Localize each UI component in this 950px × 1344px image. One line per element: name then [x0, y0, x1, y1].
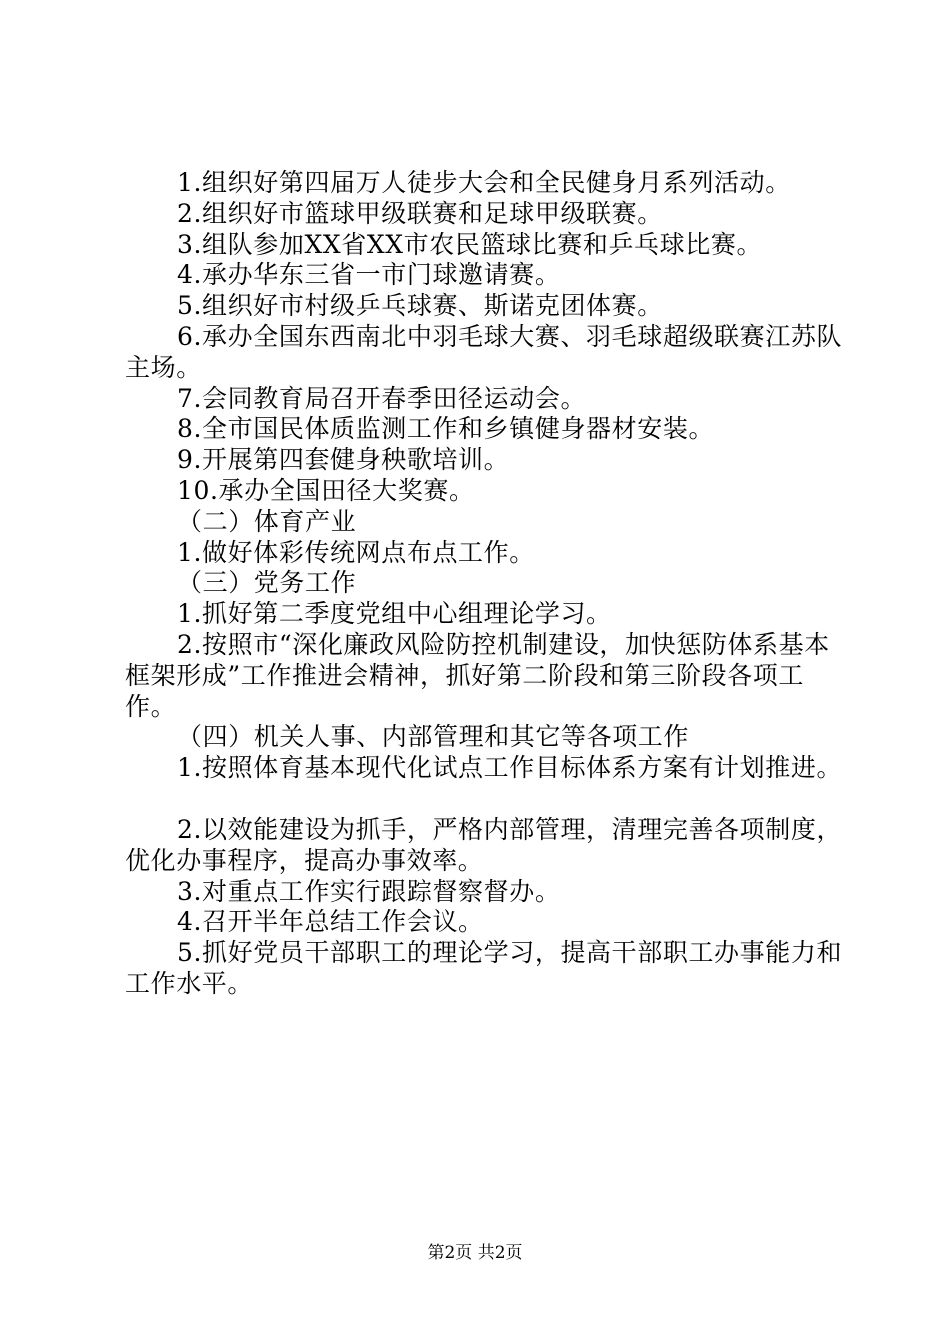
list-item: 2.按照市“深化廉政风险防控机制建设，加快惩防体系基本框架形成”工作推进会精神，抓好第二阶段和第三阶段各项工作。: [125, 629, 830, 721]
list-item: 5.抓好党员干部职工的理论学习，提高干部职工办事能力和工作水平。: [125, 938, 843, 998]
list-item: 2.组织好市篮球甲级联赛和足球甲级联赛。: [177, 198, 663, 228]
list-item: 1.做好体彩传统网点布点工作。: [177, 537, 535, 567]
document-body: [125, 168, 845, 1000]
list-item: 3.组队参加XX省XX市农民篮球比赛和乒乓球比赛。: [177, 229, 763, 259]
section-heading-party-affairs: （三）党务工作: [177, 568, 357, 598]
section-heading-personnel-management: （四）机关人事、内部管理和其它等各项工作: [177, 722, 690, 752]
list-item: 4.承办华东三省一市门球邀请赛。: [177, 260, 561, 290]
page-number-label: 第2页 共2页: [427, 1243, 523, 1263]
list-item: 6.承办全国东西南北中羽毛球大赛、羽毛球超级联赛江苏队主场。: [125, 321, 843, 382]
list-item: 5.组织好市村级乒乓球赛、斯诺克团体赛。: [177, 291, 663, 321]
list-item: 7.会同教育局召开春季田径运动会。: [177, 383, 587, 413]
list-item: 1.组织好第四届万人徒步大会和全民健身月系列活动。: [177, 168, 791, 197]
list-item: 2.以效能建设为抓手，严格内部管理，清理完善各项制度，优化办事程序，提高办事效率。: [125, 814, 843, 875]
list-item: 1.按照体育基本现代化试点工作目标体系方案有计划推进。: [177, 753, 843, 783]
section-heading-sports-industry: （二）体育产业: [177, 506, 357, 536]
list-item: 4.召开半年总结工作会议。: [177, 907, 484, 937]
list-item: 9.开展第四套健身秧歌培训。: [177, 445, 510, 475]
list-item: 1.抓好第二季度党组中心组理论学习。: [177, 599, 612, 629]
page-footer: [0, 1243, 950, 1263]
list-item: 3.对重点工作实行跟踪督察督办。: [177, 876, 561, 906]
list-item: 8.全市国民体质监测工作和乡镇健身器材安装。: [177, 414, 715, 444]
list-item: 10.承办全国田径大奖赛。: [177, 475, 475, 505]
